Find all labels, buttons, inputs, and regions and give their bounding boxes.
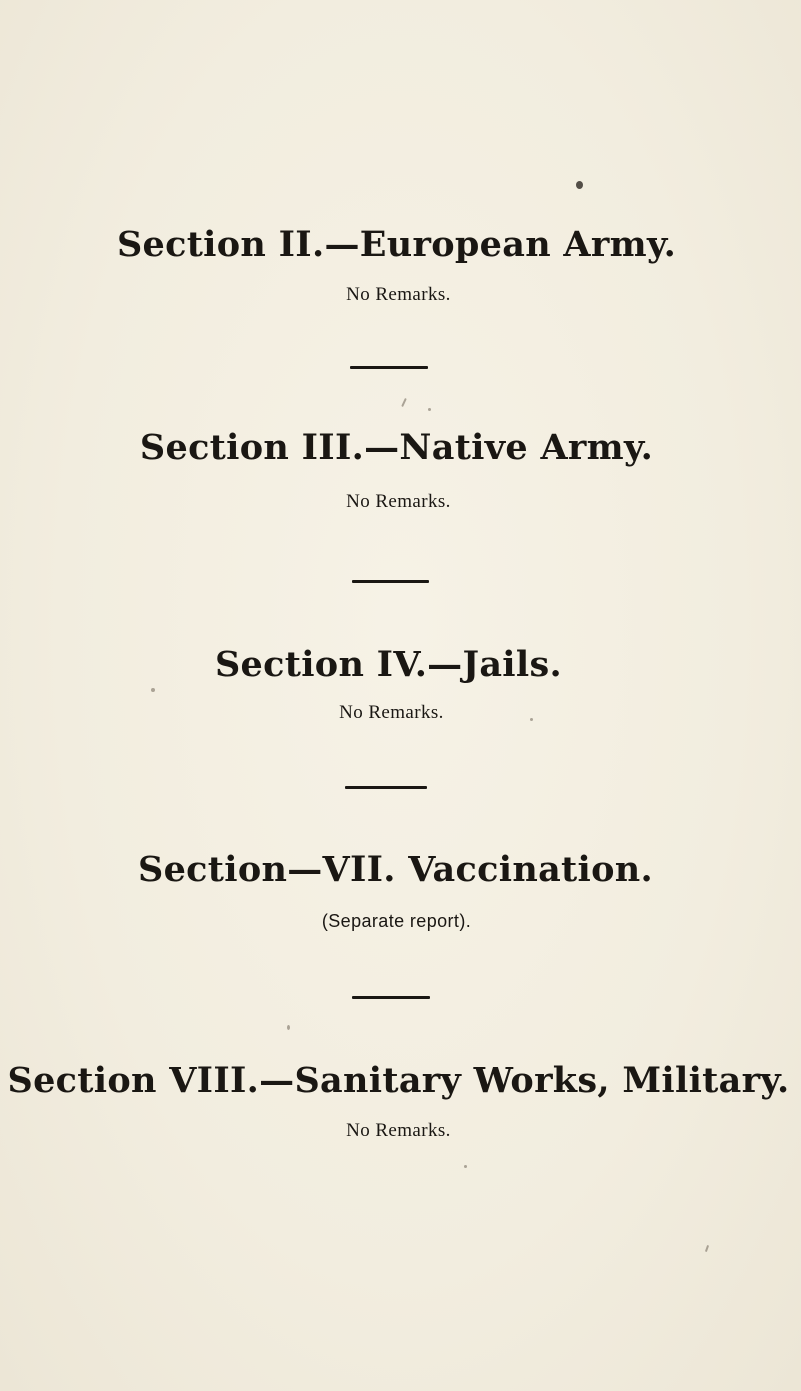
section-viii-remark: No Remarks. — [346, 1120, 451, 1141]
section-vii-heading: Section—VII. Vaccination. — [138, 849, 653, 890]
section-iii-remark: No Remarks. — [346, 491, 451, 512]
paper-speck — [287, 1025, 290, 1030]
section-ii-remark: No Remarks. — [346, 284, 451, 305]
section-viii-heading: Section VIII.—Sanitary Works, Military. — [7, 1060, 790, 1101]
paper-speck — [705, 1245, 709, 1252]
section-divider — [345, 786, 427, 789]
section-iv-remark: No Remarks. — [339, 702, 444, 723]
section-vii-remark: (Separate report). — [321, 911, 472, 931]
section-iii-heading: Section III.—Native Army. — [139, 427, 654, 468]
paper-speck — [576, 181, 583, 189]
section-divider — [352, 996, 430, 999]
paper-speck — [428, 408, 431, 411]
paper-speck — [464, 1165, 467, 1168]
section-divider — [350, 366, 428, 369]
section-divider — [352, 580, 429, 583]
paper-speck — [151, 688, 155, 692]
paper-speck — [401, 398, 407, 407]
paper-speck — [530, 718, 533, 721]
section-iv-heading: Section IV.—Jails. — [214, 644, 562, 685]
section-ii-heading: Section II.—European Army. — [116, 224, 677, 265]
